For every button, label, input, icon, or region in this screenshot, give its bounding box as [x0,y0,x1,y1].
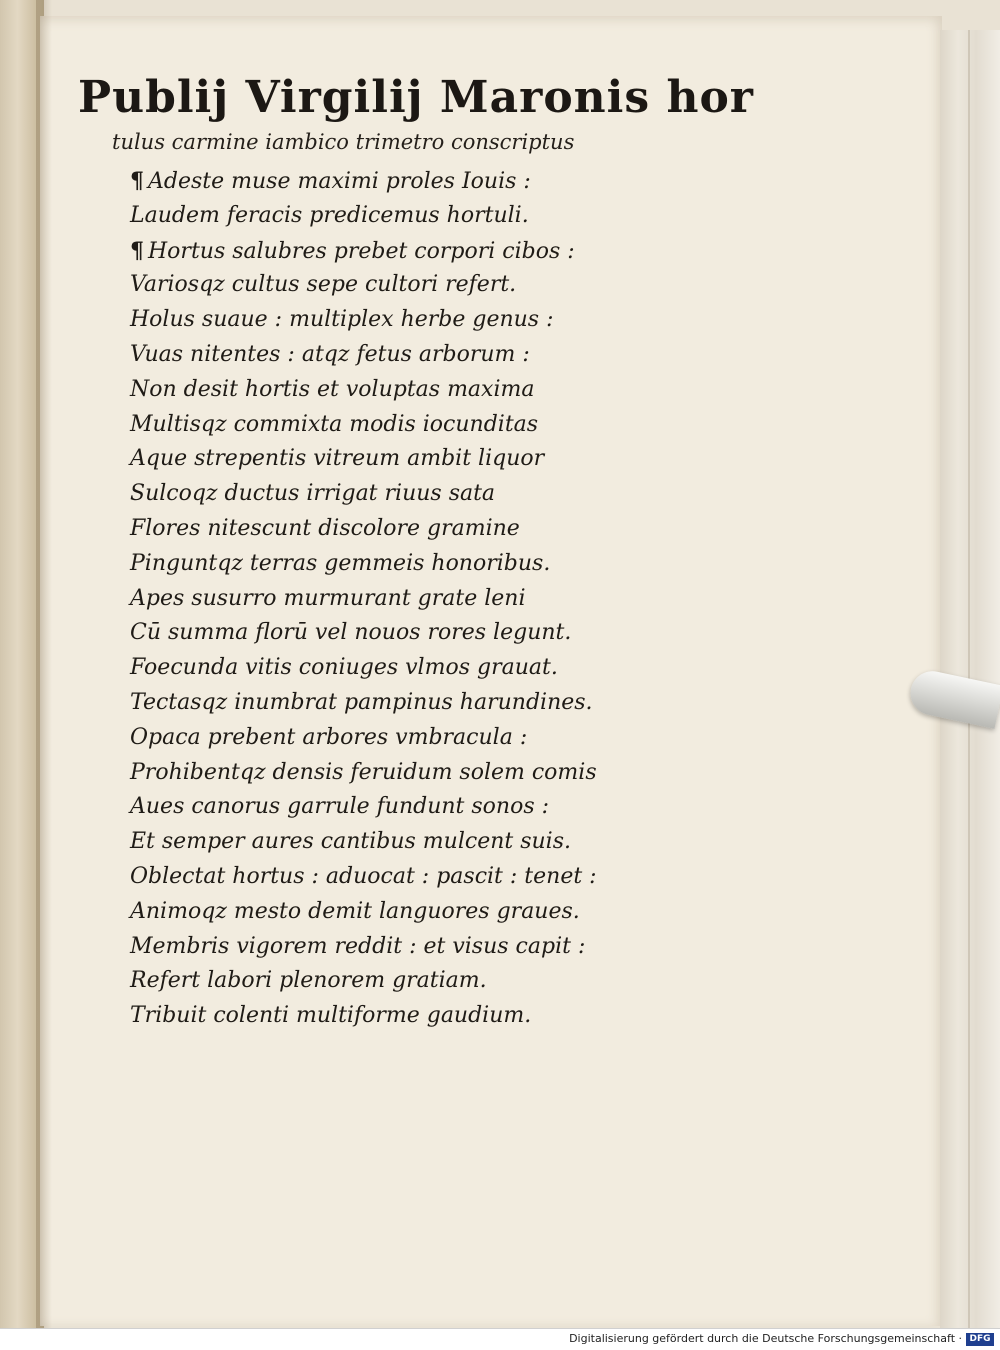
footer-bar [0,1328,1000,1350]
verse-line [130,686,610,721]
pilcrow-mark: ¶ [130,168,144,194]
verse-line [130,408,610,443]
verse-text: Sulcoqz ductus irrigat riuus sata [130,481,496,507]
verse-text: Multisqz commixta modis iocunditas [130,411,539,437]
verse-line [130,756,610,791]
verse-line [130,512,610,547]
page-subtitle: tulus carmine iambico trimetro conscriptus [112,130,575,154]
verse-line [130,338,610,373]
verse-line [130,651,610,686]
verse-text: Laudem feracis predicemus hortuli. [130,202,529,228]
verse-line [130,790,610,825]
dfg-logo: DFG [966,1333,994,1346]
verse-text: Cū summa florū vel nouos rores legunt. [130,620,572,646]
verse-text: Opaca prebent arbores vmbracula : [130,724,528,750]
verse-line [130,582,610,617]
verse-text: Vuas nitentes : atqz fetus arborum : [130,341,530,367]
verse-text: Non desit hortis et voluptas maxima [130,376,535,402]
verse-line [130,895,610,930]
verse-line [130,930,610,965]
verse-line [130,268,610,303]
verse-text: Membris vigorem reddit : et visus capit : [130,933,586,959]
verse-line [130,721,610,756]
verse-text: Refert labori plenorem gratiam. [130,968,487,994]
verse-text: Et semper aures cantibus mulcent suis. [130,829,571,855]
verse-line [130,477,610,512]
verse-text: Foecunda vitis coniuges vlmos grauat. [130,655,558,681]
verse-text: Flores nitescunt discolore gramine [130,515,520,541]
verse-line [130,164,610,199]
verse-text: Animoqz mesto demit languores graues. [130,898,580,924]
verse-text: Pinguntqz terras gemmeis honoribus. [130,550,551,576]
verse-line [130,616,610,651]
verse-line [130,303,610,338]
verse-line [130,860,610,895]
verse-text: Tribuit colenti multiforme gaudium. [130,1003,532,1029]
verse-text: Holus suaue : multiplex herbe genus : [130,307,554,333]
gutter-shadow [36,0,52,1328]
verse-text: Apes susurro murmurant grate leni [130,585,526,611]
footer-credit: Digitalisierung gefördert durch die Deutsche Forschungsgemeinschaft · [569,1332,962,1345]
page-title: Publij Virgilij Maronis hor [78,72,754,123]
verse-line [130,373,610,408]
verse-text: Aues canorus garrule fundunt sonos : [130,794,550,820]
verse-text: Prohibentqz densis feruidum solem comis [130,759,597,785]
verse-line [130,442,610,477]
verse-text: Oblectat hortus : aduocat : pascit : tenet : [130,863,597,889]
verse-text: Tectasqz inumbrat pampinus harundines. [130,689,593,715]
verse-text: Variosqz cultus sepe cultori refert. [130,272,517,298]
verse-line [130,199,610,234]
verse-line [130,547,610,582]
verse-list [130,164,610,1034]
verse-line [130,999,610,1034]
pilcrow-mark: ¶ [130,237,144,264]
verse-line [130,825,610,860]
verse-line [130,964,610,999]
verse-text: Adeste muse maximi proles Iouis : [148,169,531,194]
verse-line [130,234,610,269]
verse-text: Aque strepentis vitreum ambit liquor [130,446,545,472]
verse-text: Hortus salubres prebet corpori cibos : [148,238,575,264]
